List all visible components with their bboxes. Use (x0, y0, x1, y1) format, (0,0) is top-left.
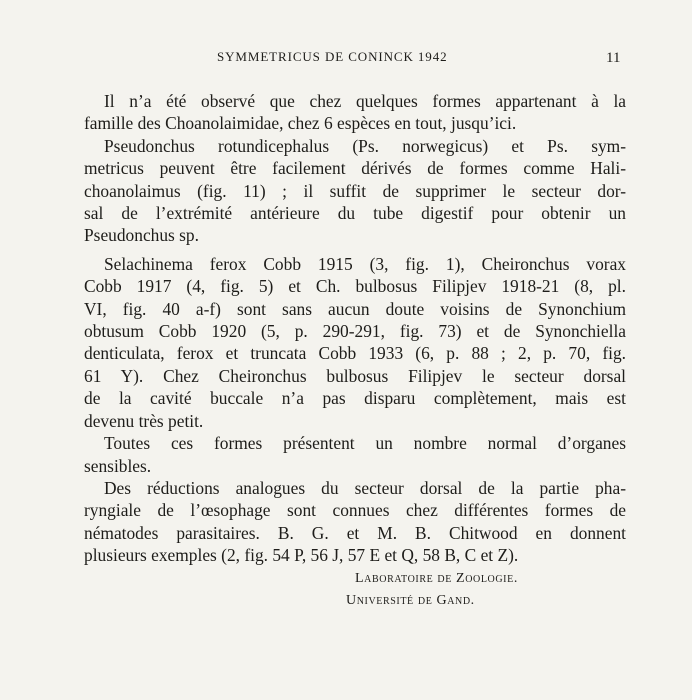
text-line: VI, fig. 40 a-f) sont sans aucun doute voisins de Synonchium (84, 298, 626, 319)
signature-laboratory: Laboratoire de Zoologie. (355, 571, 518, 586)
text-line: Selachinema ferox Cobb 1915 (3, fig. 1), Cheironchus vorax (104, 253, 626, 274)
paragraph-4 (84, 432, 626, 477)
text-line: Il n’a été observé que chez quelques formes appartenant à la (104, 91, 626, 111)
body-text (84, 90, 626, 567)
text-line: obtusum Cobb 1920 (5, p. 290-291, fig. 73) et de Synonchiella (84, 321, 626, 342)
text-line: nématodes parasitaires. B. G. et M. B. Chitwood en donnent (84, 522, 626, 543)
text-line: de la cavité buccale n’a pas disparu complètement, mais est (84, 388, 626, 409)
text-line: plusieurs exemples (2, fig. 54 P, 56 J, 57 E et Q, 58 B, C et Z). (84, 545, 519, 566)
text-line: Toutes ces formes présentent un nombre normal d’organes (104, 433, 626, 454)
paragraph-1 (84, 90, 626, 135)
text-line: ryngiale de l’œsophage sont connues chez différentes formes de (84, 500, 626, 521)
text-line: Pseudonchus rotundicephalus (Ps. norwegicus) et Ps. sym- (104, 135, 626, 156)
text-line: sensibles. (84, 455, 152, 476)
text-line: sal de l’extrémité antérieure du tube digestif pour obtenir un (84, 203, 626, 224)
text-line: choanolaimus (fig. 11) ; il suffit de supprimer le secteur dor- (84, 180, 626, 201)
paragraph-2 (84, 135, 626, 247)
paragraph-3 (84, 253, 626, 432)
page-number: 11 (606, 50, 621, 66)
signature-university: Université de Gand. (346, 593, 475, 608)
text-line: Cobb 1917 (4, fig. 5) et Ch. bulbosus Filipjev 1918-21 (8, pl. (84, 276, 626, 297)
text-line: Pseudonchus sp. (84, 225, 199, 246)
running-title: SYMMETRICUS DE CONINCK 1942 (217, 49, 448, 64)
paragraph-5 (84, 477, 626, 567)
text-line: famille des Choanolaimidae, chez 6 espèces en tout, jusqu’ici. (84, 113, 517, 134)
text-line: metricus peuvent être facilement dérivés de formes comme Hali- (84, 158, 626, 179)
text-line: denticulata, ferox et truncata Cobb 1933 (6, p. 88 ; 2, p. 70, fig. (84, 343, 626, 364)
text-line: 61 Y). Chez Cheironchus bulbosus Filipjev le secteur dorsal (84, 365, 626, 386)
text-line: Des réductions analogues du secteur dorsal de la partie pha- (104, 477, 626, 498)
text-line: devenu très petit. (84, 410, 204, 431)
